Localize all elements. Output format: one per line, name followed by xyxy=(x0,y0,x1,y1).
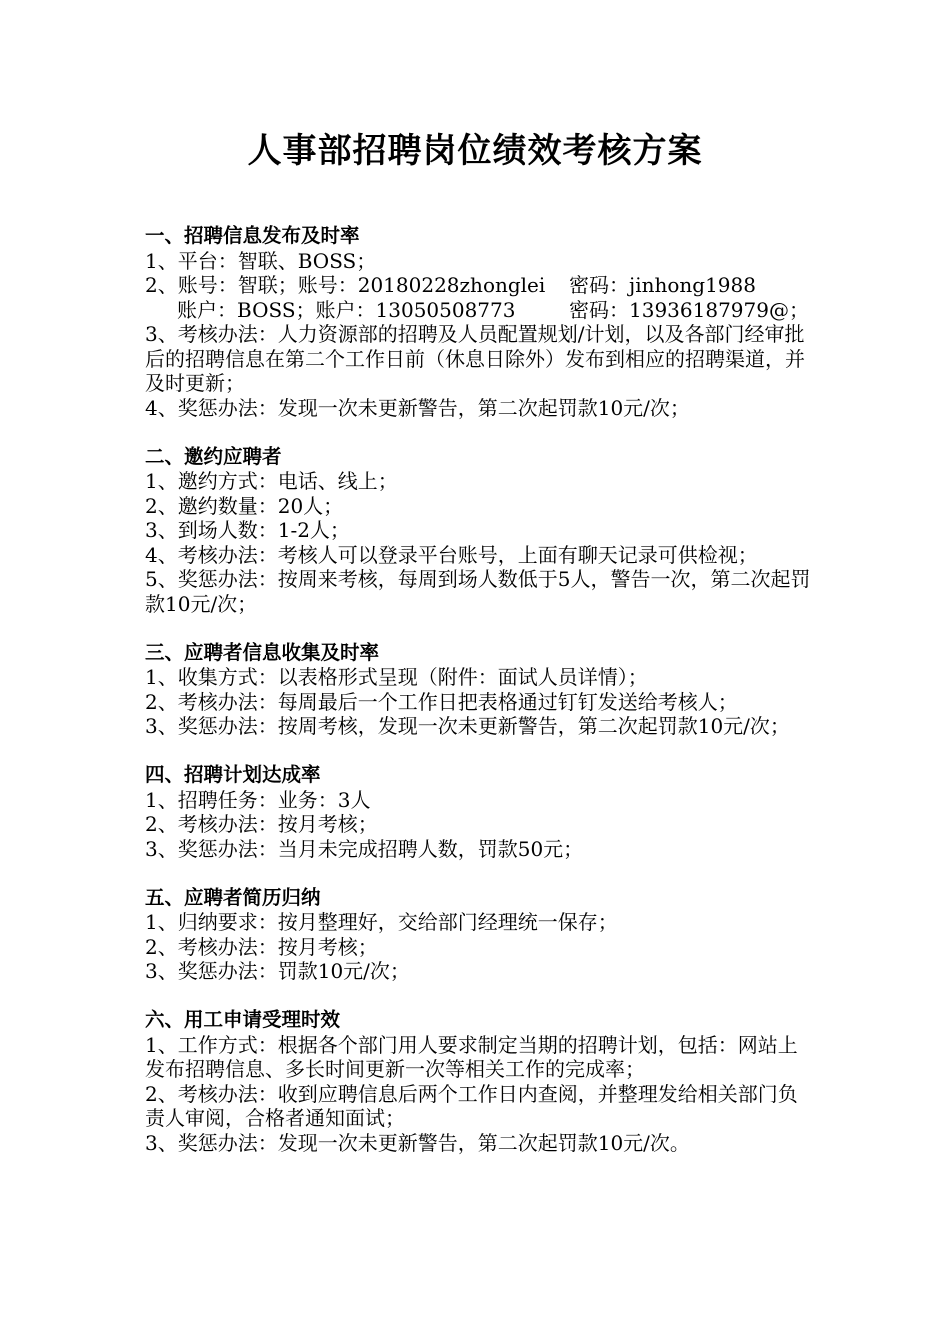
section-heading: 五、应聘者简历归纳 xyxy=(145,885,321,909)
list-item: 2、考核办法：按月考核； xyxy=(145,934,378,959)
list-item: 2、考核办法：按月考核； xyxy=(145,812,378,836)
list-item: 1、平台：智联、BOSS； xyxy=(145,248,377,273)
list-item: 1、收集方式：以表格形式呈现（附件：面试人员详情）； xyxy=(145,665,648,689)
list-item: 1、工作方式：根据各个部门用人要求制定当期的招聘计划，包括：网站上发布招聘信息、多长时间更新一次等相关工作的完成率； xyxy=(145,1032,798,1081)
zhilian-account: 2、账号：智联；账号：20180228zhonglei xyxy=(145,273,546,297)
section-recruitment-plan-rate xyxy=(145,763,815,861)
section-heading: 一、招聘信息发布及时率 xyxy=(145,224,360,247)
section-staffing-request-response xyxy=(145,1008,815,1155)
list-item: 4、考核办法：考核人可以登录平台账号，上面有聊天记录可供检视； xyxy=(145,542,758,567)
document-title: 人事部招聘岗位绩效考核方案 xyxy=(247,131,703,171)
boss-password: 密码：13936187979@； xyxy=(569,297,809,322)
list-item: 3、到场人数：1-2人； xyxy=(145,518,350,542)
account-row-boss xyxy=(145,298,815,323)
list-item: 5、奖惩办法：按周来考核，每周到场人数低于5人，警告一次，第二次起罚款10元/次； xyxy=(145,567,811,616)
section-invite-applicants xyxy=(145,445,815,617)
document-body xyxy=(145,224,815,1180)
zhilian-password: 密码：jinhong1988 xyxy=(569,273,756,297)
section-heading: 六、用工申请受理时效 xyxy=(145,1008,341,1031)
list-item: 3、奖惩办法：按周考核，发现一次未更新警告，第二次起罚款10元/次； xyxy=(145,714,790,738)
section-applicant-info-collection xyxy=(145,641,815,739)
section-resume-filing xyxy=(145,886,815,984)
section-heading: 二、邀约应聘者 xyxy=(145,444,282,468)
section-heading: 三、应聘者信息收集及时率 xyxy=(145,640,380,664)
list-item: 2、考核办法：每周最后一个工作日把表格通过钉钉发送给考核人； xyxy=(145,689,738,714)
list-item: 3、奖惩办法：发现一次未更新警告，第二次起罚款10元/次。 xyxy=(145,1130,690,1155)
list-item: 3、考核办法：人力资源部的招聘及人员配置规划/计划，以及各部门经审批后的招聘信息在第二个工作日前（休息日除外）发布到相应的招聘渠道，并及时更新； xyxy=(145,322,805,395)
list-item: 4、奖惩办法：发现一次未更新警告，第二次起罚款10元/次； xyxy=(145,395,690,420)
list-item: 2、考核办法：收到应聘信息后两个工作日内查阅，并整理发给相关部门负责人审阅，合格者通知面试； xyxy=(145,1081,798,1130)
section-recruitment-info-timeliness xyxy=(145,224,815,420)
list-item: 1、招聘任务：业务：3人 xyxy=(145,787,371,812)
list-item: 2、邀约数量：20人； xyxy=(145,493,344,518)
section-heading: 四、招聘计划达成率 xyxy=(145,763,321,786)
list-item: 3、奖惩办法：罚款10元/次； xyxy=(145,959,410,983)
list-item: 1、邀约方式：电话、线上； xyxy=(145,469,398,493)
list-item: 1、归纳要求：按月整理好，交给部门经理统一保存； xyxy=(145,910,618,934)
account-row-zhilian xyxy=(145,273,815,298)
boss-account: 账户：BOSS；账户：13050508773 xyxy=(177,297,516,322)
list-item: 3、奖惩办法：当月未完成招聘人数，罚款50元； xyxy=(145,836,584,861)
